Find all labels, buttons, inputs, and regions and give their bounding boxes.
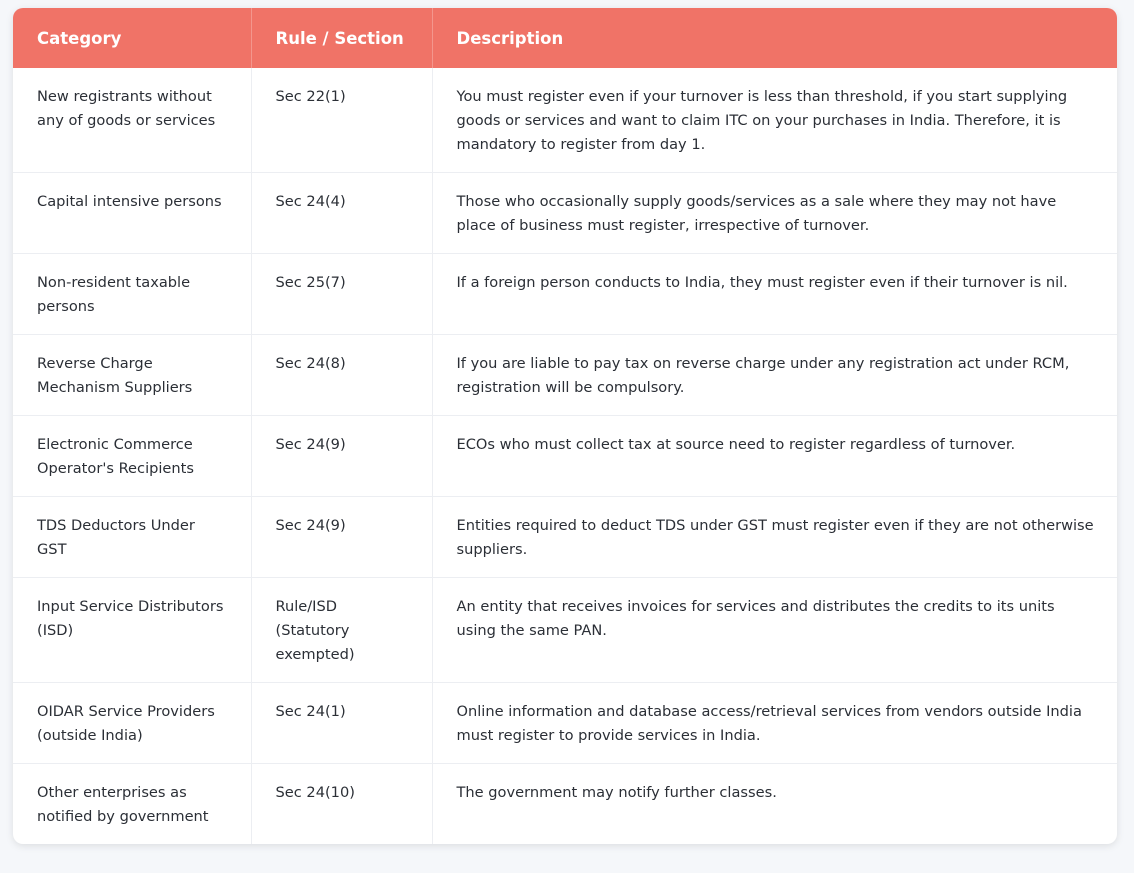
category-cell: TDS Deductors Under GST [13, 497, 251, 578]
description-cell: If a foreign person conducts to India, they must register even if their turnover is nil. [432, 254, 1117, 335]
description-cell: ECOs who must collect tax at source need to register regardless of turnover. [432, 416, 1117, 497]
table-row [13, 68, 1117, 173]
category-cell: Electronic Commerce Operator's Recipients [13, 416, 251, 497]
section-cell: Sec 24(1) [251, 683, 432, 764]
table-row [13, 683, 1117, 764]
section-cell: Sec 24(9) [251, 416, 432, 497]
category-cell: Reverse Charge Mechanism Suppliers [13, 335, 251, 416]
column-header-category: Category [13, 8, 251, 68]
description-cell: You must register even if your turnover is less than threshold, if you start supplying goods or services and want to claim ITC on your purchases in India. Therefore, it is mandatory to register from day 1. [432, 68, 1117, 173]
description-cell: An entity that receives invoices for services and distributes the credits to its units using the same PAN. [432, 578, 1117, 683]
section-cell: Sec 24(9) [251, 497, 432, 578]
table-body [13, 68, 1117, 844]
table-row [13, 578, 1117, 683]
table-row [13, 254, 1117, 335]
description-cell: Entities required to deduct TDS under GST must register even if they are not otherwise suppliers. [432, 497, 1117, 578]
column-header-rule-section: Rule / Section [251, 8, 432, 68]
description-cell: Those who occasionally supply goods/services as a sale where they may not have place of business must register, irrespective of turnover. [432, 173, 1117, 254]
table-row [13, 335, 1117, 416]
description-cell: Online information and database access/retrieval services from vendors outside India must register to provide services in India. [432, 683, 1117, 764]
category-cell: Other enterprises as notified by government [13, 764, 251, 845]
category-cell: New registrants without any of goods or services [13, 68, 251, 173]
category-cell: OIDAR Service Providers (outside India) [13, 683, 251, 764]
section-cell: Sec 25(7) [251, 254, 432, 335]
category-cell: Input Service Distributors (ISD) [13, 578, 251, 683]
registration-table [13, 8, 1117, 844]
description-cell: The government may notify further classes. [456, 784, 777, 801]
category-cell: Capital intensive persons [13, 173, 251, 254]
description-cell: If you are liable to pay tax on reverse charge under any registration act under RCM, registration will be compulsory. [432, 335, 1117, 416]
section-cell: Sec 24(4) [251, 173, 432, 254]
table-header [13, 8, 1117, 68]
table-row [13, 497, 1117, 578]
table-row [13, 764, 1117, 845]
section-cell: Sec 24(10) [251, 764, 432, 845]
header-row [13, 8, 1117, 68]
column-header-description: Description [432, 8, 1117, 68]
registration-table-card [13, 8, 1117, 844]
section-cell: Sec 24(8) [251, 335, 432, 416]
table-row [13, 416, 1117, 497]
category-cell: Non-resident taxable persons [13, 254, 251, 335]
section-cell: Sec 22(1) [251, 68, 432, 173]
section-cell: Rule/ISD (Statutory exempted) [251, 578, 432, 683]
table-row [13, 173, 1117, 254]
